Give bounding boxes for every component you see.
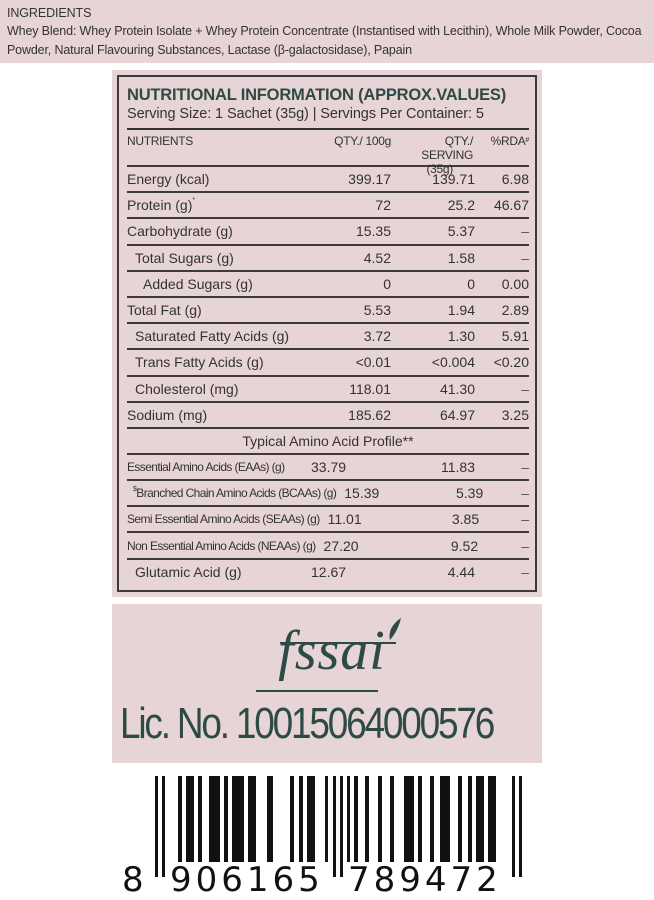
value-per-100g: 15.39 — [344, 485, 380, 502]
leaf-icon — [386, 618, 402, 640]
value-per-100g: 399.17 — [348, 171, 391, 188]
barcode-left-digits: 906165 — [170, 860, 324, 900]
nutrient-name-text: Protein (g) — [127, 197, 193, 214]
col-per-serving — [391, 134, 475, 176]
table-row — [127, 322, 529, 348]
value-per-serving: 5.39 — [456, 485, 484, 502]
ingredients-text: Whey Blend: Whey Protein Isolate + Whey Protein Concentrate (Instantised with Lecithin), Whole Milk Powder, Cocoa Powder, Natural Flavouring Substances, Lactase (β-galactosidase), Papain — [7, 24, 642, 57]
value-per-100g: 11.01 — [327, 511, 362, 528]
col-per-serving-label: QTY./ SERVING — [421, 134, 473, 162]
amino-name: Glutamic Acid (g) — [135, 563, 242, 580]
table-row — [127, 558, 529, 584]
value-rda: – — [521, 380, 529, 397]
value-rda: – — [521, 511, 529, 528]
amino-name: Essential Amino Acids (EAAs) (g) — [127, 459, 285, 474]
table-row — [127, 348, 529, 374]
fssai-panel — [112, 604, 542, 763]
nutrient-name: Saturated Fatty Acids (g) — [135, 328, 290, 345]
value-rda: – — [521, 537, 529, 554]
value-rda: – — [521, 563, 529, 580]
value-per-100g: 5.53 — [363, 302, 391, 319]
value-per-100g: 15.35 — [355, 223, 391, 240]
value-per-serving: 0 — [467, 275, 475, 292]
value-rda: 0.00 — [501, 275, 529, 292]
value-per-serving: 5.37 — [447, 223, 475, 240]
value-per-100g: 27.20 — [323, 537, 359, 554]
fssai-logo — [252, 618, 412, 696]
amino-name: Semi Essential Amino Acids (SEAAs) (g) — [127, 512, 320, 527]
col-per-100g: QTY./ 100g — [334, 134, 391, 148]
col-nutrients: NUTRIENTS — [127, 134, 193, 148]
value-per-100g: 33.79 — [311, 458, 347, 475]
value-per-100g: 185.62 — [348, 406, 391, 423]
value-rda: <0.20 — [493, 354, 529, 371]
table-row — [127, 191, 529, 217]
value-rda: 5.91 — [501, 328, 529, 345]
amino-acid-section-title: Typical Amino Acid Profile** — [127, 427, 529, 453]
footnote-mark: * — [192, 197, 196, 205]
value-per-serving: 1.30 — [447, 328, 475, 345]
value-per-100g: 118.01 — [349, 380, 391, 397]
col-per-serving-sub: (35g) — [426, 162, 453, 176]
value-per-serving: 1.58 — [447, 249, 475, 266]
nutrient-name: Carbohydrate (g) — [127, 223, 233, 240]
value-per-serving: 139.71 — [432, 171, 475, 188]
footnote-mark: $ — [133, 486, 137, 494]
amino-name — [127, 486, 336, 500]
nutrient-name: Sodium (mg) — [127, 406, 208, 423]
value-per-serving: 3.85 — [451, 511, 480, 528]
value-rda: 2.89 — [501, 302, 529, 319]
value-rda: – — [521, 485, 530, 502]
nutrient-name: Trans Fatty Acids (g) — [135, 354, 264, 371]
table-row — [127, 217, 529, 243]
table-header — [127, 130, 529, 176]
table-row — [127, 270, 529, 296]
nutrition-table — [117, 75, 537, 592]
ingredients-title: INGREDIENTS — [7, 6, 92, 20]
table-row — [127, 401, 529, 427]
logo-line-bottom — [256, 690, 378, 692]
value-per-100g: 72 — [375, 197, 391, 214]
value-per-100g: <0.01 — [355, 354, 391, 371]
value-per-100g: 12.67 — [311, 563, 347, 580]
nutrient-name: Added Sugars (g) — [143, 275, 253, 292]
nutrient-name — [127, 197, 303, 213]
value-rda: 3.25 — [501, 406, 529, 423]
fssai-logo-text: fssai — [278, 620, 386, 682]
barcode — [112, 768, 542, 900]
nutrient-name: Energy (kcal) — [127, 171, 210, 188]
col-rda-label: %RDA — [490, 134, 526, 148]
value-per-100g: 4.52 — [363, 249, 391, 266]
value-per-serving: 41.30 — [439, 380, 475, 397]
table-row — [127, 531, 529, 557]
value-per-serving: 11.83 — [441, 458, 475, 475]
nutrition-title: NUTRITIONAL INFORMATION (APPROX.VALUES) — [127, 86, 507, 104]
nutrition-panel — [112, 70, 542, 597]
value-rda: – — [521, 458, 529, 475]
value-per-serving: 64.97 — [439, 406, 475, 423]
value-per-serving: 1.94 — [447, 302, 475, 319]
nutrient-name: Cholesterol (mg) — [135, 380, 239, 397]
value-rda: – — [521, 223, 529, 240]
barcode-first-digit: 8 — [122, 860, 144, 900]
value-per-100g: 0 — [383, 275, 391, 292]
nutrient-name: Total Fat (g) — [127, 302, 202, 319]
value-per-100g: 3.72 — [363, 328, 391, 345]
value-rda: 6.98 — [501, 171, 529, 188]
value-per-serving: 4.44 — [447, 563, 475, 580]
value-per-serving: 9.52 — [450, 537, 479, 554]
license-number: Lic. No. 10015064000576 — [120, 699, 494, 748]
table-row — [127, 244, 529, 270]
col-rda — [475, 134, 529, 165]
nutrient-name: Total Sugars (g) — [135, 249, 234, 266]
rda-footnote-mark: # — [525, 137, 529, 144]
table-row — [127, 375, 529, 401]
value-per-serving: 25.2 — [447, 197, 475, 214]
table-row — [127, 453, 529, 479]
ingredients-panel — [0, 0, 654, 63]
serving-info: Serving Size: 1 Sachet (35g) | Servings Per Container: 5 — [127, 106, 484, 122]
table-row — [127, 505, 529, 531]
table-row — [127, 479, 529, 505]
value-rda: – — [521, 249, 529, 266]
table-row — [127, 296, 529, 322]
amino-name: Non Essential Amino Acids (NEAAs) (g) — [127, 538, 316, 553]
barcode-right-digits: 789472 — [348, 860, 502, 900]
value-per-serving: <0.004 — [431, 354, 475, 371]
value-rda: 46.67 — [493, 197, 529, 214]
amino-name-text: Branched Chain Amino Acids (BCAAs) (g) — [136, 486, 337, 501]
